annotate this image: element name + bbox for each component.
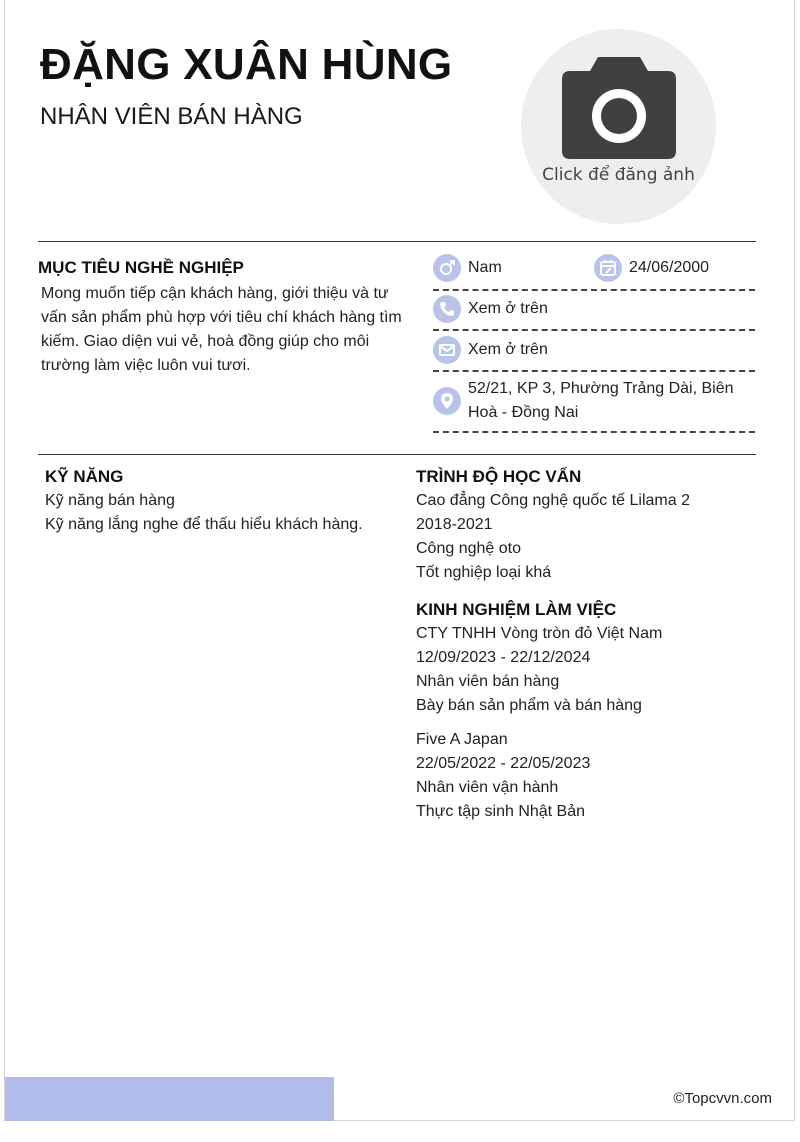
education-major: Công nghệ oto bbox=[416, 540, 521, 557]
job-role: Nhân viên vận hành bbox=[416, 779, 559, 796]
skill-item: Kỹ năng lắng nghe để thấu hiểu khách hàng. bbox=[45, 516, 363, 533]
education-entry bbox=[416, 489, 690, 585]
divider bbox=[38, 241, 756, 242]
objective-line: Mong muốn tiếp cận khách hàng, giới thiệu và tư bbox=[41, 285, 389, 302]
education-school: Cao đẳng Công nghệ quốc tế Lilama 2 bbox=[416, 492, 690, 509]
gender-icon bbox=[433, 254, 461, 282]
education-heading: TRÌNH ĐỘ HỌC VẤN bbox=[416, 467, 582, 486]
job-period: 12/09/2023 - 22/12/2024 bbox=[416, 649, 591, 666]
experience-heading: KINH NGHIỆM LÀM VIỆC bbox=[416, 600, 617, 619]
phone-value: Xem ở trên bbox=[468, 300, 548, 317]
candidate-name: ĐẶNG XUÂN HÙNG bbox=[40, 40, 453, 89]
camera-icon bbox=[560, 57, 678, 160]
address-line: 52/21, KP 3, Phường Trảng Dài, Biên bbox=[468, 380, 734, 397]
footer-accent-bar bbox=[5, 1077, 334, 1121]
objective-line: kiếm. Giao diện vui vẻ, hoà đồng giúp cho môi bbox=[41, 333, 370, 350]
footer-brand: ©Topcvvn.com bbox=[673, 1090, 772, 1107]
skills-heading: KỸ NĂNG bbox=[45, 467, 124, 486]
objective-line: vấn sản phẩm phù hợp với tiêu chí khách hàng tìm bbox=[41, 309, 402, 326]
job-company: Five A Japan bbox=[416, 731, 508, 748]
job-role: Nhân viên bán hàng bbox=[416, 673, 560, 690]
birthday-value: 24/06/2000 bbox=[629, 259, 710, 276]
email-value: Xem ở trên bbox=[468, 341, 548, 358]
job-description: Thực tập sinh Nhật Bản bbox=[416, 803, 586, 820]
phone-icon bbox=[433, 295, 461, 323]
skill-item: Kỹ năng bán hàng bbox=[45, 492, 175, 509]
address-line: Hoà - Đồng Nai bbox=[468, 404, 579, 421]
job-description: Bày bán sản phẩm và bán hàng bbox=[416, 697, 642, 714]
objective-line: trường làm việc luôn vui tươi. bbox=[41, 357, 251, 374]
location-icon bbox=[433, 387, 461, 415]
email-icon bbox=[433, 336, 461, 364]
education-period: 2018-2021 bbox=[416, 516, 493, 533]
address-value bbox=[468, 377, 734, 425]
job-period: 22/05/2022 - 22/05/2023 bbox=[416, 755, 591, 772]
divider bbox=[38, 454, 756, 455]
job-position: NHÂN VIÊN BÁN HÀNG bbox=[40, 103, 303, 130]
objective-text bbox=[41, 282, 402, 378]
job-company: CTY TNHH Vòng tròn đỏ Việt Nam bbox=[416, 625, 663, 642]
experience-job bbox=[416, 728, 590, 824]
experience-job bbox=[416, 622, 662, 718]
gender-value: Nam bbox=[468, 259, 502, 276]
skills-list bbox=[45, 489, 363, 537]
photo-caption: Click để đăng ảnh bbox=[542, 165, 695, 185]
education-result: Tốt nghiệp loại khá bbox=[416, 564, 552, 581]
calendar-icon bbox=[594, 254, 622, 282]
photo-upload-button[interactable] bbox=[521, 29, 716, 224]
objective-heading: MỤC TIÊU NGHỀ NGHIỆP bbox=[38, 258, 244, 277]
